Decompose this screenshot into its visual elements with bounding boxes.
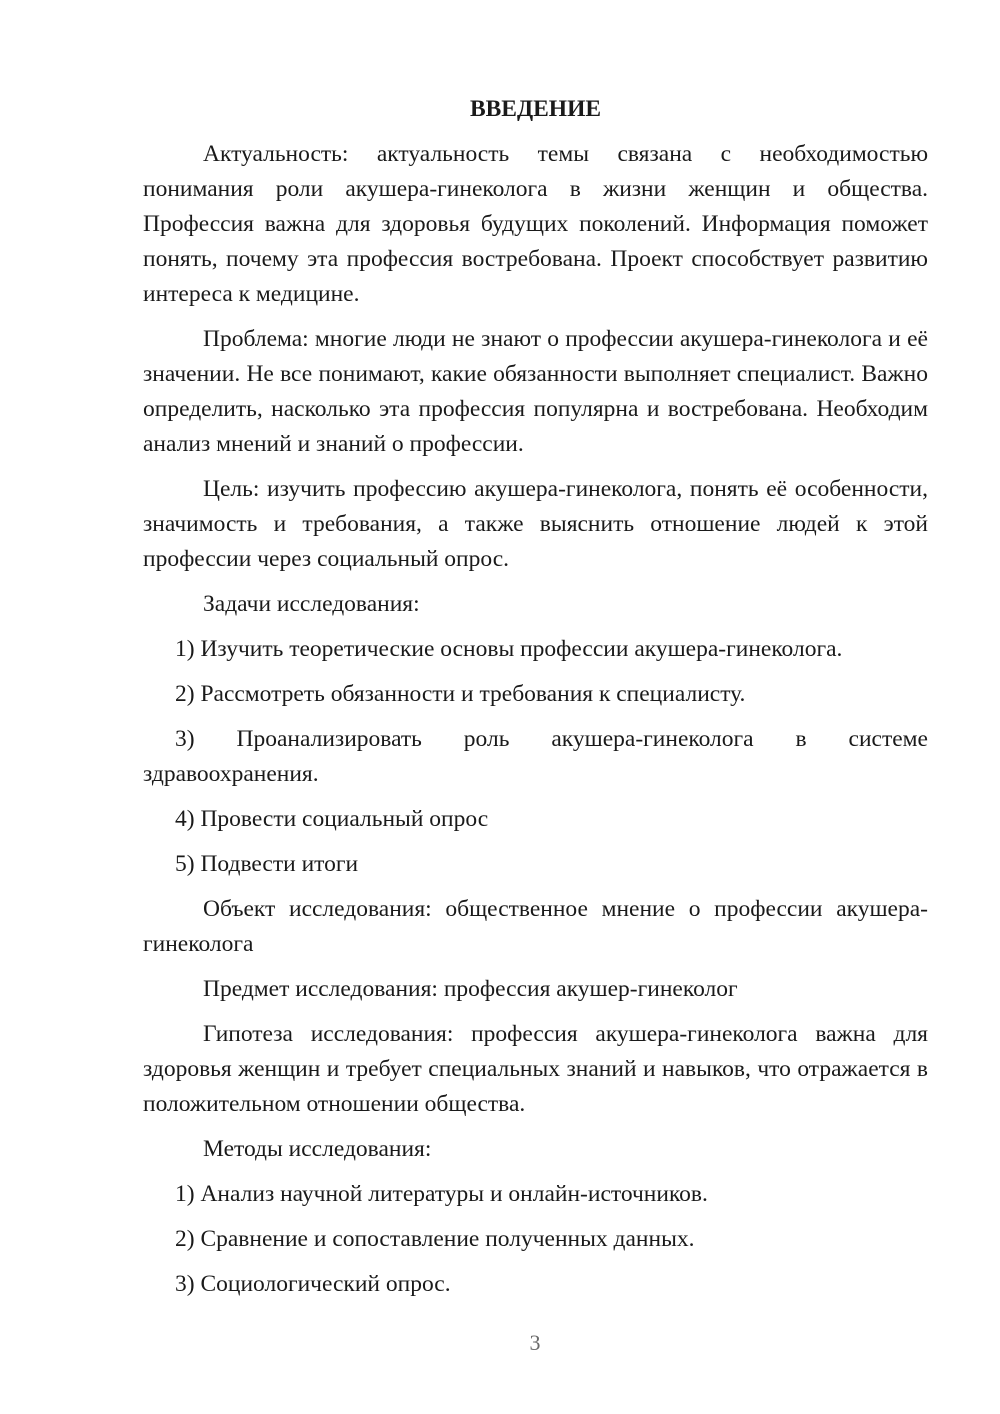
paragraph-relevance: Актуальность: актуальность темы связана с необходимостью понимания роли акушера-гинеколога в жизни женщин и общества. Профессия важна для здоровья будущих поколений. Информация поможет понять, почему эта профессия востребована. Проект способствует развитию интереса к медицине.: [143, 141, 928, 307]
page-number: 3: [529, 1330, 541, 1355]
task-item-5: 5) Подвести итоги: [175, 851, 359, 877]
task-item-4: 4) Провести социальный опрос: [175, 806, 489, 832]
methods-heading: Методы исследования:: [203, 1136, 432, 1162]
method-item-3: 3) Социологический опрос.: [175, 1271, 451, 1297]
method-item-1: 1) Анализ научной литературы и онлайн-источников.: [175, 1181, 708, 1207]
paragraph-problem: Проблема: многие люди не знают о профессии акушера-гинеколога и её значении. Не все понимают, какие обязанности выполняет специалист. Важно определить, насколько эта профессия популярна и востребована. Необходим анализ мнений и знаний о профессии.: [143, 326, 928, 457]
paragraph-subject: Предмет исследования: профессия акушер-гинеколог: [203, 976, 738, 1002]
task-item-2: 2) Рассмотреть обязанности и требования к специалисту.: [175, 681, 746, 707]
method-item-2: 2) Сравнение и сопоставление полученных данных.: [175, 1226, 695, 1252]
paragraph-hypothesis: Гипотеза исследования: профессия акушера-гинеколога важна для здоровья женщин и требует специальных знаний и навыков, что отражается в положительном отношении общества.: [143, 1021, 928, 1117]
task-item-1: 1) Изучить теоретические основы профессии акушера-гинеколога.: [175, 636, 843, 662]
paragraph-object: Объект исследования: общественное мнение о профессии акушера-гинеколога: [143, 896, 928, 957]
section-title: ВВЕДЕНИЕ: [469, 96, 602, 122]
task-item-3: 3) Проанализировать роль акушера-гинеколога в системе здравоохранения.: [143, 726, 928, 787]
tasks-heading: Задачи исследования:: [203, 591, 420, 617]
paragraph-goal: Цель: изучить профессию акушера-гинеколога, понять её особенности, значимость и требования, а также выяснить отношение людей к этой профессии через социальный опрос.: [143, 476, 928, 572]
document-body: [143, 92, 928, 1312]
